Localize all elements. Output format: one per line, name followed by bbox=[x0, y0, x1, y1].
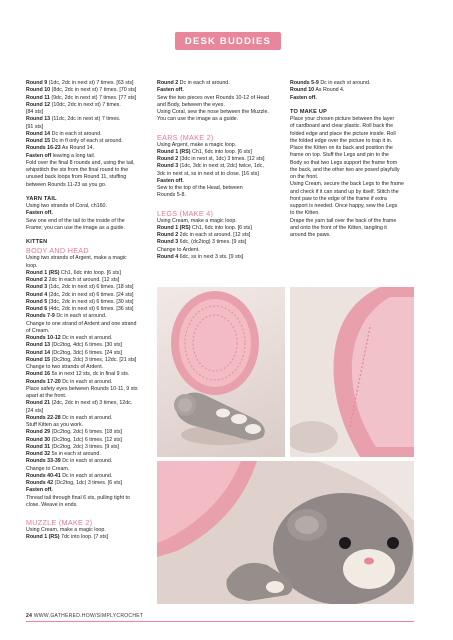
pattern-line: Round 6 (4dc, 2dc in next st) 6 times. [36 sts] bbox=[26, 306, 134, 312]
pattern-line: Using Cream, secure the back Legs to the frame bbox=[290, 181, 404, 188]
pattern-line: Round 1 (RS) Ch1, 6dc into loop. [6 sts] bbox=[26, 269, 121, 276]
pattern-line: Rounds 5-8. bbox=[157, 192, 186, 199]
pattern-line: Sew to the top of the Head, between bbox=[157, 185, 243, 191]
pattern-line: Drape the yarn tail over the back of the frame bbox=[290, 217, 397, 224]
pattern-line: Rounds 22-28 Dc in each st around. bbox=[26, 414, 113, 421]
pattern-line: [91 sts] bbox=[26, 123, 44, 130]
pattern-line: Round 1 (RS) 7dc into loop. [7 sts] bbox=[26, 534, 109, 541]
pattern-line: Rounds 7-9 Dc in each st around. bbox=[26, 313, 107, 320]
pattern-line: Round 13 (11dc, 2dc in next st) 7 times. bbox=[26, 116, 121, 123]
pattern-line: Round 16 5s in next 12 sts, dc in final 9 sts. bbox=[26, 371, 130, 378]
pattern-line: Rounds 17-20 Dc in each st around. bbox=[26, 378, 113, 385]
pattern-line: Place the Kitten on its back and position the bbox=[290, 145, 393, 151]
column-2 bbox=[157, 80, 283, 261]
pattern-line: Rounds 40-41 Dc in each st around. bbox=[26, 472, 113, 479]
pattern-line: You can use the image as a guide. bbox=[157, 116, 239, 123]
page-footer bbox=[26, 613, 143, 619]
pattern-line: Rounds 5-9 Dc in each st around. bbox=[290, 80, 371, 86]
frame-edge-illustration bbox=[290, 287, 414, 457]
pattern-line: Place safety eyes between Rounds 10-11, 9 sts bbox=[26, 385, 138, 392]
pattern-line: 3dc in next st, ss in next st to close. [16 sts] bbox=[157, 170, 259, 177]
column-1 bbox=[26, 80, 148, 542]
pattern-line: Fasten off leaving a long tail. bbox=[26, 152, 96, 159]
pattern-line: Round 30 (Dc2tog, 1dc) 6 times. [12 sts] bbox=[26, 436, 122, 443]
pattern-line: Using Coral, sew the nose between the Muzzle. bbox=[157, 109, 269, 115]
pattern-line: [24 sts] bbox=[26, 407, 44, 414]
pattern-line: apart at the front. bbox=[26, 393, 67, 399]
pattern-line: and onto the front of the Kitten, tangling it bbox=[290, 224, 387, 231]
kitten-photo bbox=[157, 461, 414, 604]
pattern-line: to the Kitten. bbox=[290, 210, 320, 217]
pattern-line: support is needed. Once happy, sew the Legs bbox=[290, 203, 398, 209]
pattern-line: Using Argent, make a magic loop. bbox=[157, 141, 237, 148]
pattern-line: close. Weave in ends. bbox=[26, 501, 78, 508]
pattern-line: between Rounds 11-23 as you go. bbox=[26, 181, 107, 188]
pattern-line: Round 2 2dc in each st around. [12 sts] bbox=[26, 277, 120, 283]
pattern-line: frame on top. Stuff the Legs and pin to the bbox=[290, 152, 389, 159]
pattern-line: Rounds 33-39 Dc in each st around. bbox=[26, 458, 113, 465]
pattern-line: Fasten off. bbox=[157, 87, 184, 94]
kitten-illustration bbox=[157, 461, 414, 604]
pattern-line: Change to two strands of Ardent. bbox=[26, 364, 104, 370]
pattern-line: Fasten off. bbox=[26, 487, 53, 494]
make-up-heading: TO MAKE UP bbox=[290, 108, 328, 115]
pattern-line: Round 32 5s in each st around. bbox=[26, 451, 101, 457]
frame-leg-photo bbox=[157, 287, 285, 457]
pattern-line: Rounds 16-23 As Round 14. bbox=[26, 145, 95, 152]
pattern-line: Change to one strand of Ardent and one strand bbox=[26, 320, 137, 327]
pattern-line: Round 10 As Round 4. bbox=[290, 87, 345, 94]
pattern-line: Place your chosen picture between the layer bbox=[290, 116, 395, 122]
pattern-line: Round 3 (1dc, 3dc in next st, 2dc) twice, 1dc, bbox=[157, 163, 264, 170]
page-number: 24 bbox=[26, 613, 33, 619]
pattern-line: Using two strands of Argent, make a magic bbox=[26, 255, 127, 262]
pattern-line: and check if it can stand up by itself. Stitch the bbox=[290, 188, 399, 195]
pattern-line: Round 12 (10dc, 2dc in next st) 7 times. bbox=[26, 101, 121, 108]
pattern-line: Round 13 (Dc2tog, 4dc) 6 times. [30 sts] bbox=[26, 342, 122, 349]
pattern-line: Round 10 (8dc, 2dc in next st) 7 times. [70 sts] bbox=[26, 87, 137, 94]
pattern-line: Change to Cream. bbox=[26, 465, 70, 472]
pattern-line: Round 15 Dc in fl only of each st around. bbox=[26, 138, 123, 144]
pattern-line: Round 29 (Dc2tog, 2dc) 6 times. [18 sts] bbox=[26, 429, 122, 436]
pattern-line: Sew the two pieces over Rounds 10-12 of Head bbox=[157, 94, 270, 101]
body-head-heading: BODY AND HEAD bbox=[26, 246, 89, 256]
pattern-line: Fasten off. bbox=[26, 210, 53, 217]
pattern-line: Round 9 (1dc, 2dc in next st) 7 times. [63 sts] bbox=[26, 80, 134, 86]
pattern-line: Rounds 10-12 Dc in each st around. bbox=[26, 335, 113, 341]
pattern-line: Thread tail through final 6 sts, pulling tight to bbox=[26, 494, 130, 501]
pattern-line: Stuff Kitten as you work. bbox=[26, 422, 84, 428]
pattern-line: Round 14 Dc in each st around. bbox=[26, 130, 102, 137]
pattern-line: around the paws. bbox=[290, 232, 331, 238]
pattern-line: Body so that two Legs support the frame from bbox=[290, 159, 398, 166]
pattern-line: Round 1 (RS) Ch1, 6dc into loop. [6 sts] bbox=[157, 224, 252, 231]
pattern-line: Round 1 (RS) Ch1, 6dc into loop. [6 sts] bbox=[157, 148, 252, 155]
pattern-line: Frame; you can use the image as a guide. bbox=[26, 224, 125, 231]
pattern-line: [84 sts] bbox=[26, 109, 44, 115]
section-banner bbox=[175, 32, 281, 50]
pattern-line: Round 4 (2dc, 2dc in next st) 6 times. [24 sts] bbox=[26, 291, 134, 298]
pattern-line: Fasten off. bbox=[157, 177, 184, 184]
pattern-line: loop. bbox=[26, 262, 38, 269]
pattern-line: Sew one end of the tail to the inside of the bbox=[26, 217, 125, 224]
pattern-line: and Body, between the eyes. bbox=[157, 101, 225, 108]
pattern-line: on the front. bbox=[290, 174, 319, 180]
pattern-line: Using Cream, make a magic loop. bbox=[26, 527, 106, 533]
pattern-line: Round 3 6dc, (dc2tog) 3 times. [9 sts] bbox=[157, 239, 247, 246]
column-3 bbox=[290, 80, 412, 239]
pattern-line: of Cream. bbox=[26, 327, 50, 334]
website-url[interactable]: WWW.GATHERED.HOW/SIMPLYCROCHET bbox=[33, 613, 144, 619]
pattern-line: Round 2 2dc in each st around. [12 sts] bbox=[157, 232, 251, 238]
pattern-line: Round 2 (3dc in next st, 1dc) 3 times. [12 sts] bbox=[157, 156, 265, 162]
ears-heading: EARS (MAKE 2) bbox=[157, 132, 214, 142]
legs-heading: LEGS (MAKE 4) bbox=[157, 208, 214, 218]
pattern-line: Round 5 (3dc, 2dc in next st) 6 times. [30 sts] bbox=[26, 298, 134, 305]
pattern-line: Using two strands of Coral, ch160. bbox=[26, 203, 107, 209]
pattern-line: Round 21 (2dc, 2dc in next st) 3 times, 12dc. bbox=[26, 400, 133, 407]
pattern-line: Fold over the final 8 rounds and, using the tail, bbox=[26, 159, 135, 166]
pattern-line: Fasten off. bbox=[290, 94, 317, 101]
pattern-line: folded edge and place the picture inside. Roll bbox=[290, 130, 396, 137]
pattern-line: Round 14 (Dc2tog, 3dc) 6 times. [24 sts] bbox=[26, 349, 122, 356]
pattern-line: Round 4 6dc, ss in next 3 sts. [9 sts] bbox=[157, 253, 244, 260]
pattern-line: whipstitch the sts from the final round to the bbox=[26, 167, 129, 173]
pattern-line: Round 31 (Dc2tog, 2dc) 3 times. [9 sts] bbox=[26, 443, 120, 450]
pattern-line: the folded edge over the picture to trap it in. bbox=[290, 137, 393, 144]
pattern-line: Round 3 (1dc, 2dc in next st) 6 times. [18 sts] bbox=[26, 284, 134, 291]
pattern-line: unused back loops from Round 11, stuffing bbox=[26, 174, 127, 181]
kitten-heading: KITTEN bbox=[26, 239, 48, 245]
section-title: DESK BUDDIES bbox=[184, 35, 272, 47]
pattern-line: of cardboard and clear plastic. Roll back the bbox=[290, 123, 394, 130]
muzzle-heading: MUZZLE (MAKE 2) bbox=[26, 518, 93, 527]
pattern-line: Rounds 42 (Dc2tog, 1dc) 3 times. [6 sts] bbox=[26, 480, 122, 486]
footer-rule bbox=[26, 621, 414, 622]
frame-leg-illustration bbox=[157, 287, 285, 457]
pattern-line: Change to Ardent. bbox=[157, 246, 200, 253]
frame-edge-photo bbox=[290, 287, 414, 457]
pattern-line: the back, and the other two are posed playfully bbox=[290, 166, 400, 173]
pattern-line: Round 11 (9dc, 2dc in next st) 7 times. [77 sts] bbox=[26, 94, 137, 101]
pattern-line: Using Cream, make a magic loop. bbox=[157, 217, 237, 224]
pattern-line: front paw to the edge of the frame if extra bbox=[290, 195, 387, 202]
pattern-line: Round 2 Dc in each st around. bbox=[157, 80, 230, 86]
yarn-tail-heading: YARN TAIL bbox=[26, 195, 57, 202]
pattern-line: Round 15 (Dc2tog, 2dc) 3 times, 12dc. [21 sts] bbox=[26, 356, 137, 363]
